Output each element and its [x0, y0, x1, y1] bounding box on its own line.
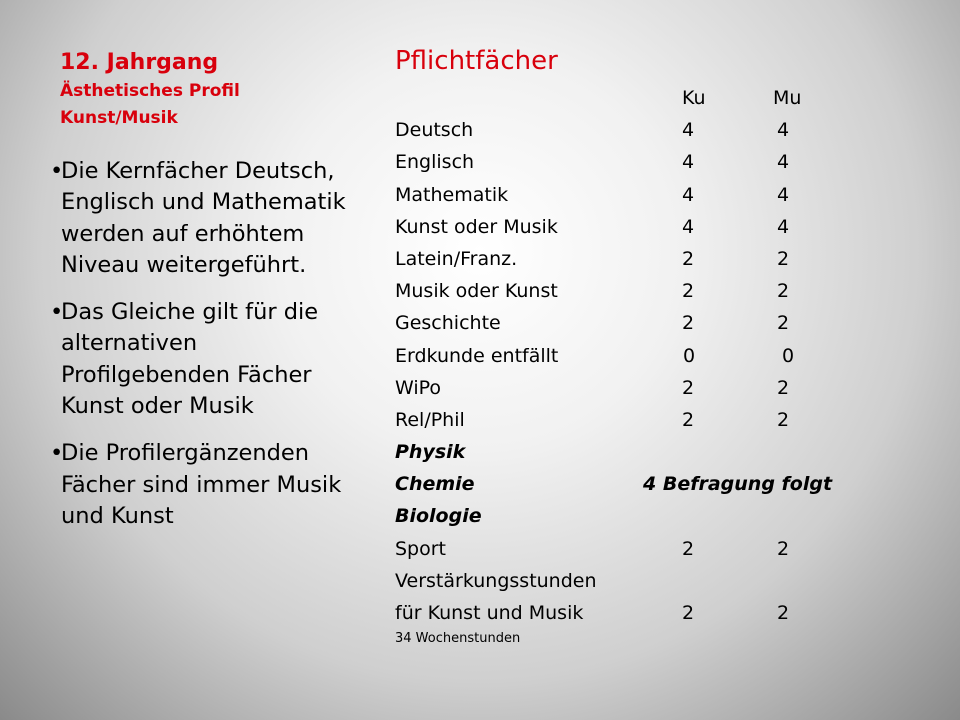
hours-mu: 4 [777, 151, 790, 174]
table-row [395, 307, 915, 339]
hours-ku: 2 [682, 247, 695, 270]
column-header-ku: Ku [682, 87, 706, 109]
subject-label: WiPo [395, 376, 442, 399]
subject-label: Mathematik [395, 183, 509, 206]
subject-label: Sport [395, 537, 447, 560]
hours-mu: 2 [777, 280, 790, 303]
table-row-extra [395, 597, 915, 629]
hours-ku: 2 [682, 376, 695, 399]
subject-label: Geschichte [395, 312, 501, 335]
hours-mu: 2 [777, 312, 790, 335]
subject-label: Latein/Franz. [395, 247, 518, 270]
table-row-extra-heading [395, 565, 915, 597]
hours-ku: 4 [682, 183, 695, 206]
hours-mu: 4 [777, 183, 790, 206]
subject-label: Erdkunde entfällt [395, 344, 559, 367]
column-header-mu: Mu [773, 87, 802, 109]
bullet-text: Die Profilergänzenden Fächer sind immer Musik und Kunst [61, 440, 342, 529]
hours-mu: 2 [777, 602, 790, 624]
table-row-chemie [395, 468, 915, 500]
table-row [395, 275, 915, 307]
hours-ku: 4 [682, 151, 695, 174]
subject-label: Physik [395, 441, 466, 464]
subject-label: Englisch [395, 151, 475, 174]
table-row [395, 179, 915, 211]
table-row-sport [395, 533, 915, 565]
bullet-text: Die Kernfächer Deutsch, Englisch und Mathematik werden auf erhöhtem Niveau weitergeführt. [61, 158, 346, 278]
subjects-panel [395, 42, 915, 649]
subject-label: Chemie [395, 473, 475, 496]
profile-subject-line: Kunst/Musik [60, 108, 178, 128]
hours-ku: 2 [682, 280, 695, 303]
total-hours-note: 34 Wochenstunden [395, 631, 521, 647]
bullet-item [52, 297, 362, 422]
bullet-item [52, 438, 362, 532]
subject-label: Deutsch [395, 119, 474, 142]
table-row [395, 146, 915, 178]
hours-ku: 2 [682, 312, 695, 335]
table-row-biologie [395, 500, 915, 532]
subject-label: Rel/Phil [395, 408, 465, 431]
hours-ku: 0 [683, 344, 696, 367]
subject-label: Musik oder Kunst [395, 280, 558, 303]
table-row-physik [395, 436, 915, 468]
table-row [395, 211, 915, 243]
bullet-dot-icon: • [50, 440, 64, 467]
profile-subtitle: Ästhetisches Profil [60, 81, 240, 101]
hours-ku: 2 [682, 602, 695, 624]
hours-mu: 2 [777, 537, 790, 560]
bullet-list [52, 156, 362, 548]
subject-label: für Kunst und Musik [395, 602, 584, 624]
table-row [395, 114, 915, 146]
bullet-dot-icon: • [50, 158, 64, 184]
hours-mu: 2 [777, 376, 790, 399]
bullet-dot-icon: • [50, 299, 64, 326]
subject-label: Verstärkungsstunden [395, 569, 597, 592]
hours-mu: 2 [777, 247, 790, 270]
table-row [395, 372, 915, 404]
hours-mu: 4 [777, 119, 790, 142]
bullet-text: Das Gleiche gilt für die alternativen Profilgebenden Fächer Kunst oder Musik [61, 299, 319, 420]
table-row [395, 404, 915, 436]
hours-mu: 2 [777, 408, 790, 431]
title-block [60, 48, 360, 132]
slide-title: 12. Jahrgang [60, 50, 219, 75]
subjects-table [395, 82, 915, 629]
science-note: 4 Befragung folgt [643, 473, 833, 496]
hours-ku: 4 [682, 215, 695, 238]
table-row [395, 340, 915, 372]
table-header-row [395, 82, 915, 114]
hours-ku: 2 [682, 537, 695, 560]
hours-ku: 4 [682, 119, 695, 142]
subject-label: Kunst oder Musik [395, 215, 558, 238]
hours-mu: 4 [777, 215, 790, 238]
subjects-title: Pflichtfächer [395, 46, 558, 76]
bullet-item [52, 156, 362, 281]
table-row [395, 243, 915, 275]
hours-ku: 2 [682, 408, 695, 431]
hours-mu: 0 [782, 344, 795, 367]
subject-label: Biologie [395, 505, 482, 528]
